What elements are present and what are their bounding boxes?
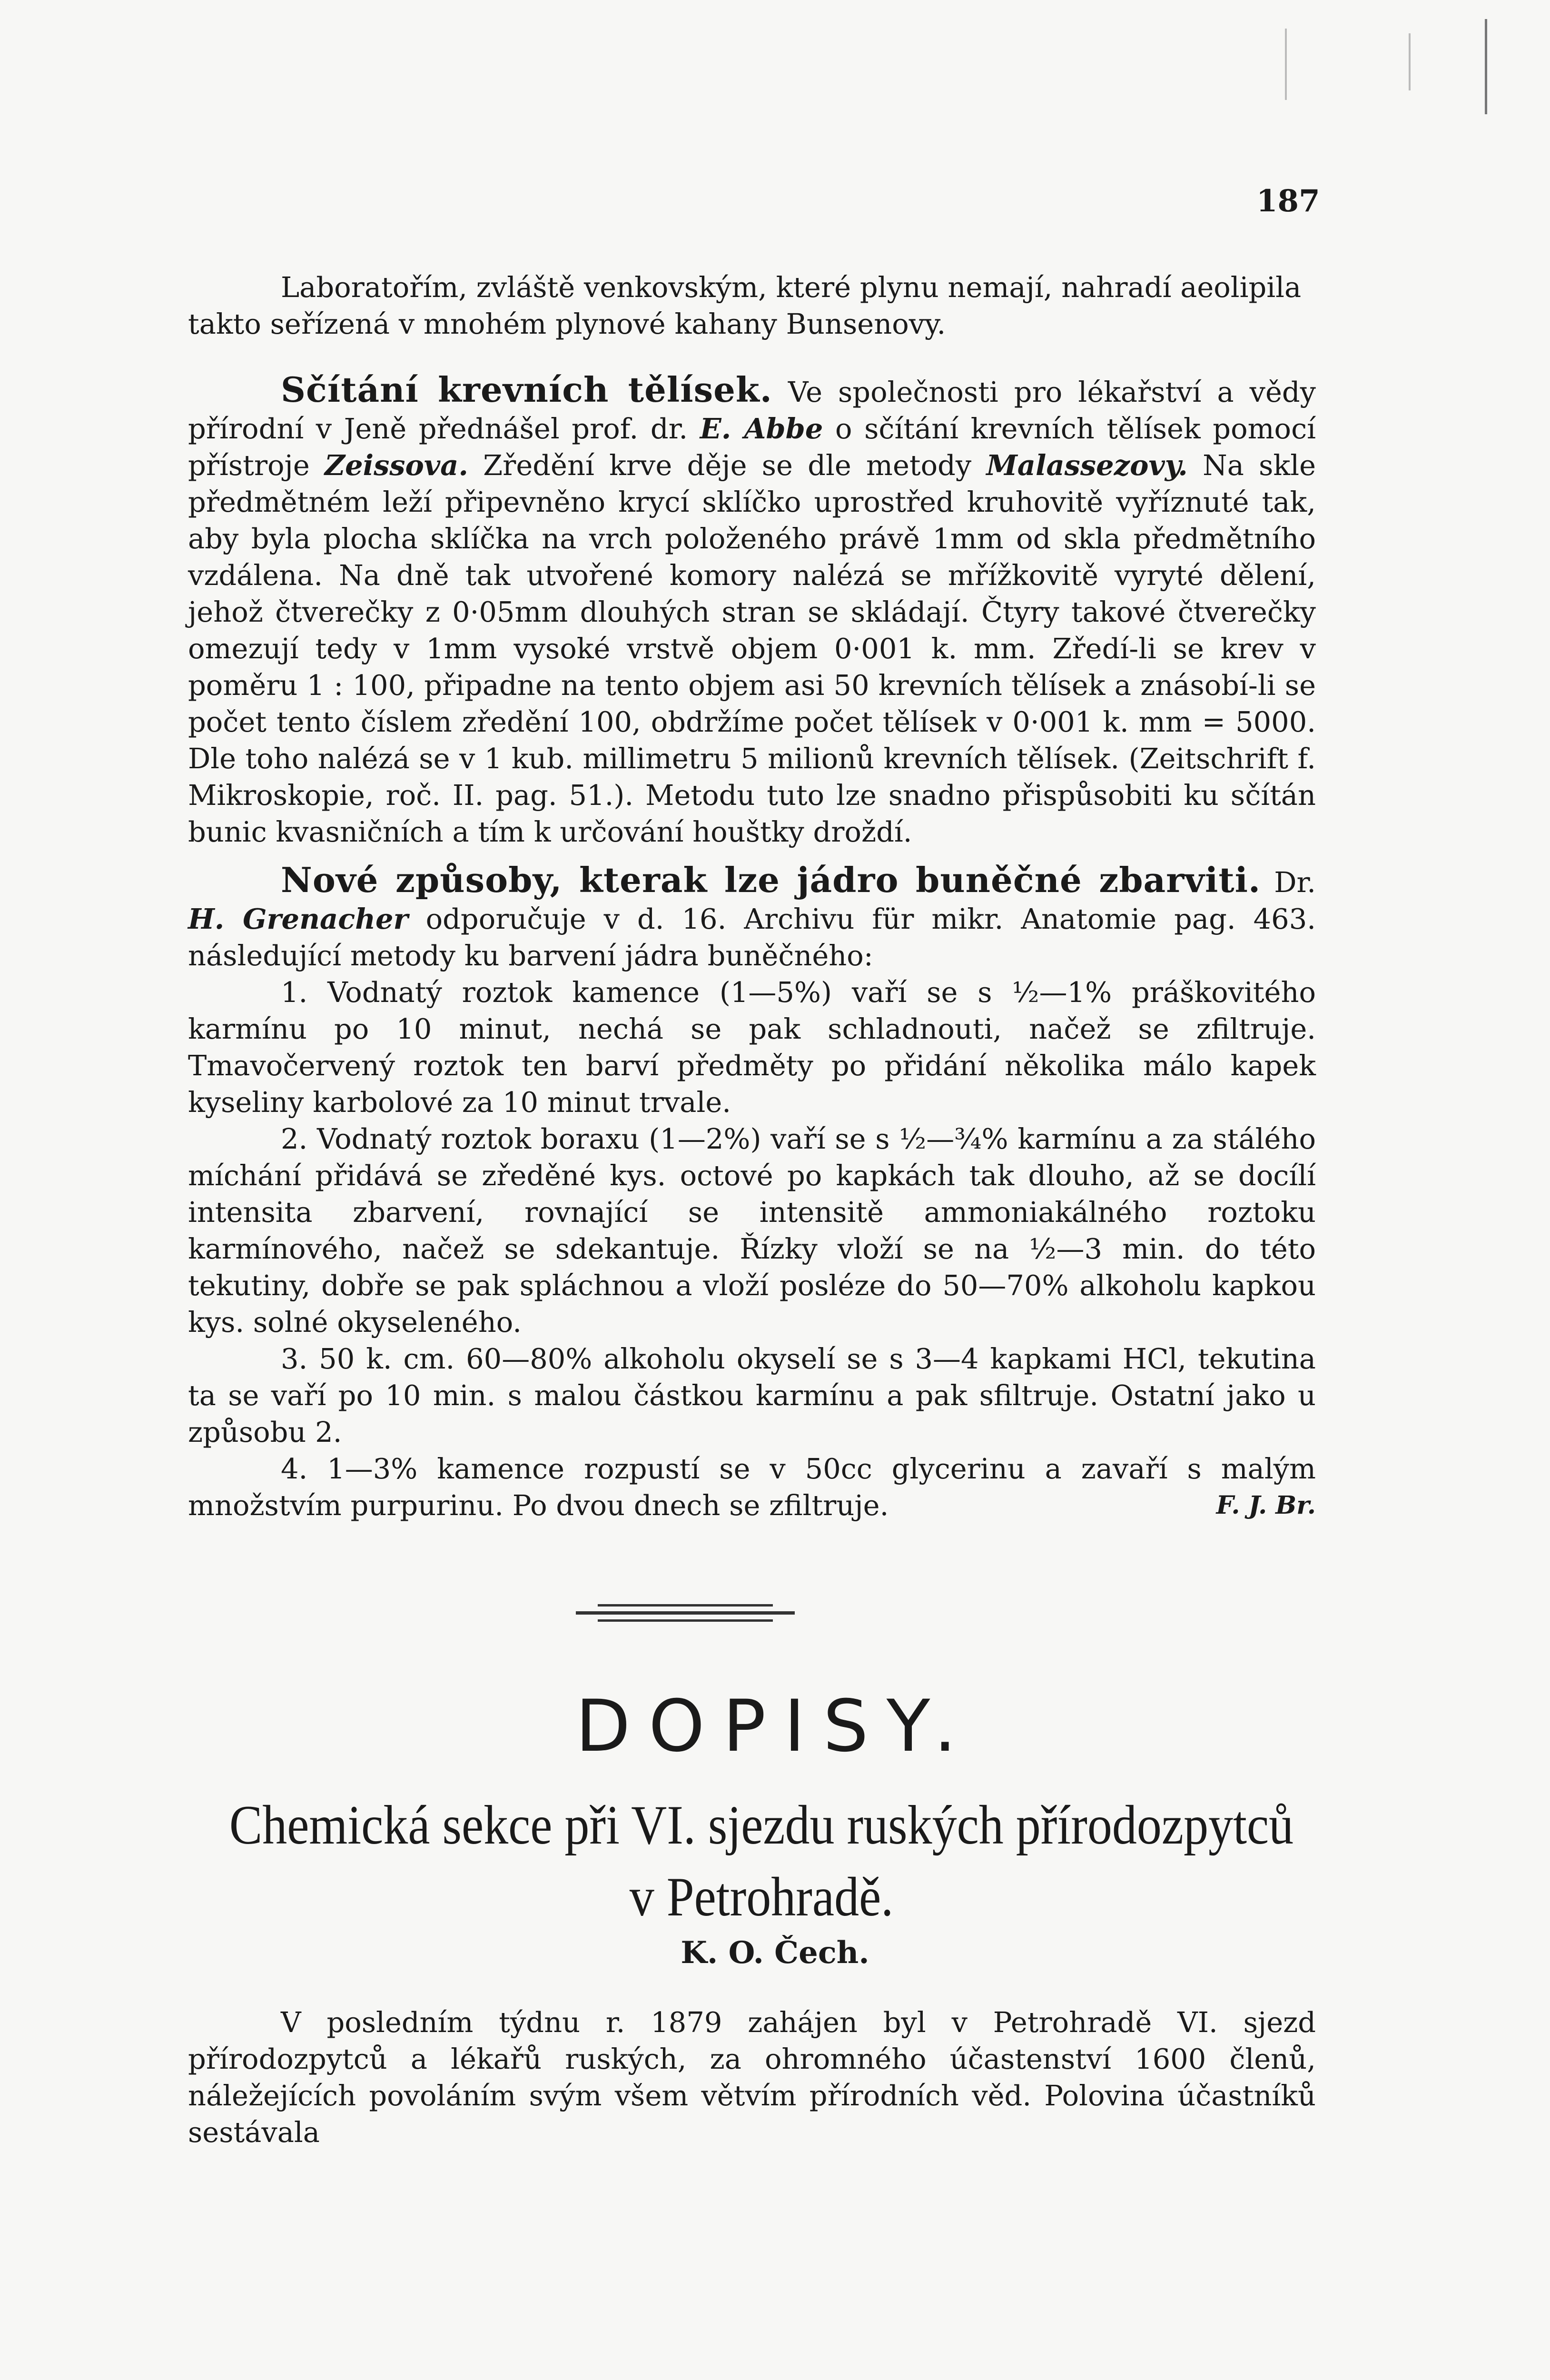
article-title [143, 1789, 1380, 1933]
person-name: H. Grenacher [188, 902, 408, 935]
method-item-3: 3. 50 k. cm. 60—80% alkoholu okyselí se s 3—4 kapkami HCl, tekutina ta se vaří po 10 min. s malou částkou karmínu a pak sfiltruje. Ostatní jako u způsobu 2. [188, 1342, 1316, 1448]
article-blood-count [188, 371, 1316, 850]
section-title: DOPISY. [575, 1685, 975, 1768]
article-nucleus-staining [188, 862, 1316, 1524]
scan-edge-mark [1485, 19, 1487, 114]
scan-edge-mark [1285, 29, 1287, 100]
body-text: Na skle předmětném leží připevněno krycí sklíčko uprostřed kruhovitě vyříznuté tak, aby byla plocha sklíčka na vrch položeného právě 1mm od skla předmětního vzdálena. Na dně tak utvořené komory nalézá se mřížkovitě vyryté dělení, jehož čtverečky z 0·05mm dlouhých stran se skládají. Čtyry takové čtverečky omezují tedy v 1mm vysoké vrstvě objem 0·001 k. mm. Zředí-li se krev v poměru 1 : 100, připadne na tento objem asi 50 krevních tělísek a znásobí-li se počet tento číslem zředění 100, obdržíme počet tělísek v 0·001 k. mm = 5000. Dle toho nalézá se v 1 kub. millimetru 5 milionů krevních tělísek. (Zeitschrift f. Mikroskopie, roč. II. pag. 51.). Metodu tuto lze snadno přispůsobiti ku sčítán bunic kvasničních a tím k určování houštky droždí. [188, 449, 1316, 848]
article-heading: Nové způsoby, kterak lze jádro buněčné zbarviti. [281, 860, 1261, 900]
body-text: o sčítání krevních tělísek pomocí přístroje [188, 412, 1316, 482]
section-divider [576, 1599, 795, 1626]
article-author: K. O. Čech. [681, 1935, 869, 1971]
article-congress-text [188, 2004, 1316, 2151]
article-heading: Sčítání krevních tělísek. [281, 369, 772, 410]
signature: F. J. Br. [1216, 1491, 1316, 1520]
body-text: Zředění krve děje se dle metody [468, 449, 987, 482]
body-text: Dr. [1261, 866, 1316, 899]
page-number: 187 [1256, 183, 1320, 219]
body-text: V posledním týdnu r. 1879 zahájen byl v Petrohradě VI. sjezd přírodozpytců a lékařů ruských, za ohromného účastenství 1600 členů, náležejících povoláním svým všem větvím přírodních věd. Polovina účastníků sestávala [188, 2006, 1316, 2149]
person-name: Zeissova. [325, 449, 468, 482]
body-text: Ve společnosti pro lékařství a vědy přírodní v Jeně přednášel prof. dr. [188, 376, 1316, 445]
method-item-1: 1. Vodnatý roztok kamence (1—5%) vaří se s ½—1% práškovitého karmínu po 10 minut, nechá se pak schladnouti, načež se zfiltruje. Tmavočervený roztok ten barví předměty po přidání několika málo kapek kyseliny karbolové za 10 minut trvale. [188, 976, 1316, 1119]
person-name: E. Abbe [700, 412, 823, 445]
scan-edge-mark [1409, 33, 1411, 90]
article-title-line-1: Chemická sekce při VI. sjezdu ruských přírodozpytců [229, 1795, 1294, 1856]
intro-line-2: takto seřízená v mnohém plynové kahany Bunsenovy. [188, 307, 946, 340]
body-text: odporučuje v d. 16. Archivu für mikr. Anatomie pag. 463. následující metody ku barvení jádra buněčného: [188, 902, 1316, 972]
method-item-4: 4. 1—3% kamence rozpustí se v 50cc glycerinu a zavaří s malým množstvím purpurinu. Po dvou dnech se zfiltruje. [188, 1452, 1316, 1522]
intro-paragraph [188, 269, 1316, 342]
intro-line-1: Laboratořím, zvláště venkovským, které plynu nemají, nahradí aeolipila [281, 271, 1302, 304]
person-name: Malassezovy. [986, 449, 1188, 482]
method-item-2: 2. Vodnatý roztok boraxu (1—2%) vaří se s ½—¾% karmínu a za stálého míchání přidává se zředěné kys. octové po kapkách tak dlouho, až se docílí intensita zbarvení, rovnající se intensitě ammoniakálného roztoku karmínového, načež se sdekantuje. Řízky vloží se na ½—3 min. do této tekutiny, dobře se pak spláchnou a vloží posléze do 50—70% alkoholu kapkou kys. solné okyseleného. [188, 1122, 1316, 1339]
article-title-line-2: v Petrohradě. [629, 1866, 894, 1928]
